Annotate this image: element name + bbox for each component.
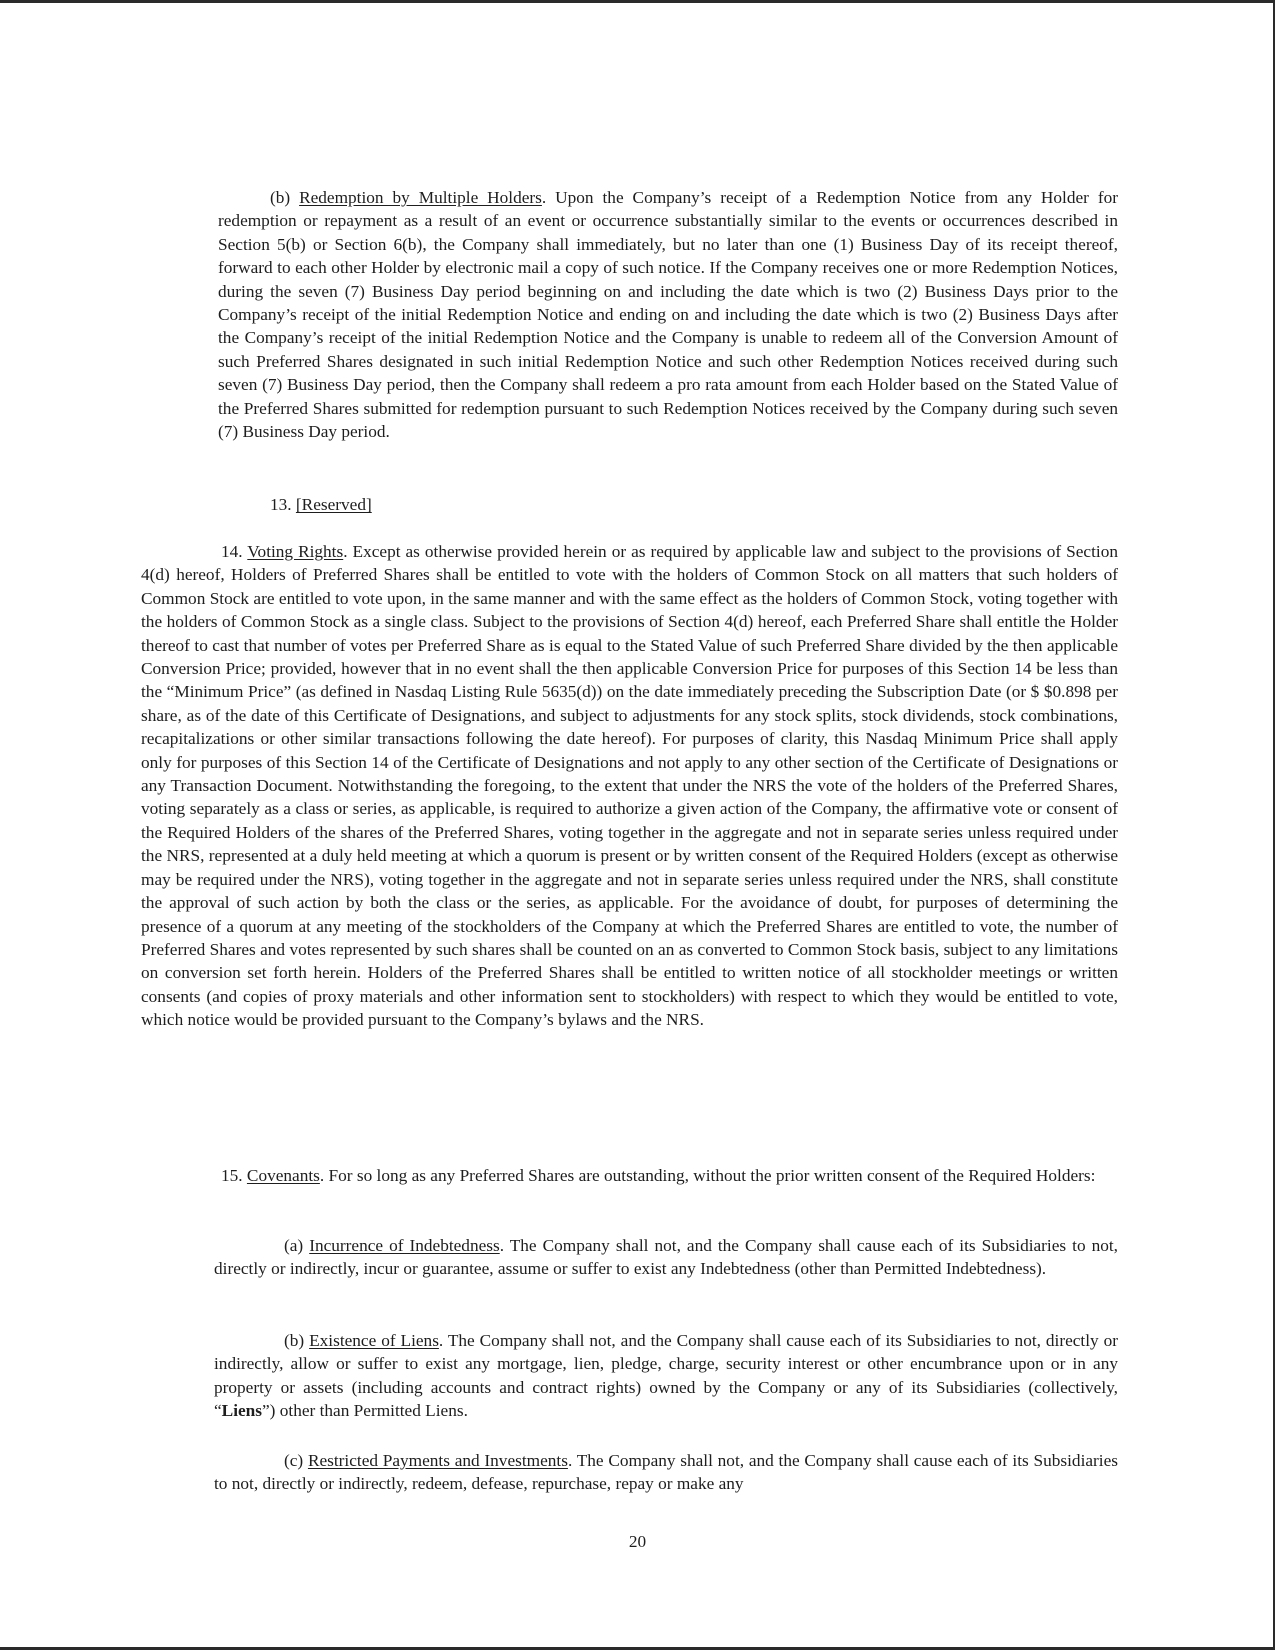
section-12b-heading: Redemption by Multiple Holders (299, 188, 542, 207)
section-15b-heading: Existence of Liens (309, 1331, 439, 1350)
section-12b-paragraph (218, 186, 1118, 443)
section-15b-prefix: (b) (284, 1331, 310, 1350)
section-15b-defined-term: Liens (221, 1401, 263, 1421)
section-15c-paragraph (214, 1449, 1118, 1496)
section-15b-body-before: . The Company shall not, and the Company shall cause each of its Subsidiaries to not, directly or indirectly, allow or suffer to exist any mortgage, lien, pledge, charge, security interest or other encumbrance upon or in any property or assets (including accounts and contract rights) owned by the Company or any of its Subsidiaries (collectively, “ (214, 1331, 1118, 1421)
section-15a-prefix: (a) (284, 1236, 310, 1255)
section-13-heading: [Reserved] (295, 495, 372, 514)
section-14-body: . Except as otherwise provided herein or as required by applicable law and subject to the provisions of Section 4(d) hereof, Holders of Preferred Shares shall be entitled to vote with the holders of Common Stock on all matters that such holders of Common Stock are entitled to vote upon, in the same manner and with the same effect as the holders of Common Stock, voting together with the holders of Common Stock as a single class. Subject to the provisions of Section 4(d) hereof, each Preferred Share shall entitle the Holder thereof to cast that number of votes per Preferred Share as is equal to the Stated Value of such Preferred Share divided by the then applicable Conversion Price; provided, however that in no event shall the then applicable Conversion Price for purposes of this Section 14 be less than the “Minimum Price” (as defined in Nasdaq Listing Rule 5635(d)) on the date immediately preceding the Subscription Date (or $ $0.898 per share, as of the date of this Certificate of Designations, and subject to adjustments for any stock splits, stock dividends, stock combinations, recapitalizations or other similar transactions following the date hereof). For purposes of clarity, this Nasdaq Minimum Price shall apply only for purposes of this Section 14 of the Certificate of Designations and not apply to any other section of the Certificate of Designations or any Transaction Document. Notwithstanding the foregoing, to the extent that under the NRS the vote of the holders of the Preferred Shares, voting separately as a class or series, as applicable, is required to authorize a given action of the Company, the affirmative vote or consent of the Required Holders of the shares of the Preferred Shares, voting together in the aggregate and not in separate series unless required under the NRS, represented at a duly held meeting at which a quorum is present or by written consent of the Required Holders (except as otherwise may be required under the NRS), voting together in the aggregate and not in separate series unless required under the NRS, shall constitute the approval of such action by both the class or the series, as applicable. For the avoidance of doubt, for purposes of determining the presence of a quorum at any meeting of the stockholders of the Company at which the Preferred Shares are entitled to vote, the number of Preferred Shares and votes represented by such shares shall be counted on an as converted to Common Stock basis, subject to any limitations on conversion set forth herein. Holders of the Preferred Shares shall be entitled to written notice of all stockholder meetings or written consents (and copies of proxy materials and other information sent to stockholders) with respect to which they would be entitled to vote, which notice would be provided pursuant to the Company’s bylaws and the NRS. (141, 542, 1118, 1030)
section-15b-body-after: ”) other than Permitted Liens. (262, 1401, 468, 1421)
section-15c-prefix: (c) (284, 1451, 308, 1470)
section-15a-body: . The Company shall not, and the Company shall cause each of its Subsidiaries to not, directly or indirectly, incur or guarantee, assume or suffer to exist any Indebtedness (other than Permitted Indebtedness). (214, 1236, 1119, 1279)
section-15a-heading: Incurrence of Indebtedness (309, 1236, 500, 1255)
section-15-paragraph (141, 1164, 1118, 1187)
page-number: 20 (628, 1532, 647, 1551)
section-15a-paragraph (214, 1234, 1118, 1281)
section-12b-body: . Upon the Company’s receipt of a Redemption Notice from any Holder for redemption or repayment as a result of an event or occurrence substantially similar to the events or occurrences described in Section 5(b) or Section 6(b), the Company shall immediately, but no later than one (1) Business Day of its receipt thereof, forward to each other Holder by electronic mail a copy of such notice. If the Company receives one or more Redemption Notices, during the seven (7) Business Day period beginning on and including the date which is two (2) Business Days prior to the Company’s receipt of the initial Redemption Notice and ending on and including the date which is two (2) Business Days after the Company’s receipt of the initial Redemption Notice and the Company is unable to redeem all of the Conversion Amount of such Preferred Shares designated in such initial Redemption Notice and such other Redemption Notices received during such seven (7) Business Day period, then the Company shall redeem a pro rata amount from each Holder based on the Stated Value of the Preferred Shares submitted for redemption pursuant to such Redemption Notices received by the Company during such seven (7) Business Day period. (218, 188, 1118, 442)
section-15-body: . For so long as any Preferred Shares are outstanding, without the prior written consent of the Required Holders: (319, 1166, 1096, 1185)
section-15b-paragraph (214, 1329, 1118, 1423)
section-14-prefix: 14. (221, 542, 248, 561)
section-15-heading: Covenants (246, 1166, 320, 1185)
section-12b-prefix: (b) (270, 188, 300, 207)
section-13-prefix: 13. (270, 495, 296, 514)
section-14-paragraph (141, 540, 1118, 1032)
section-15c-body: . The Company shall not, and the Company shall cause each of its Subsidiaries to not, directly or indirectly, redeem, defease, repurchase, repay or make any (214, 1451, 1118, 1494)
section-15-prefix: 15. (221, 1166, 247, 1185)
section-14-heading: Voting Rights (247, 542, 344, 561)
section-15c-heading: Restricted Payments and Investments (307, 1451, 568, 1470)
section-13-paragraph (218, 493, 818, 516)
